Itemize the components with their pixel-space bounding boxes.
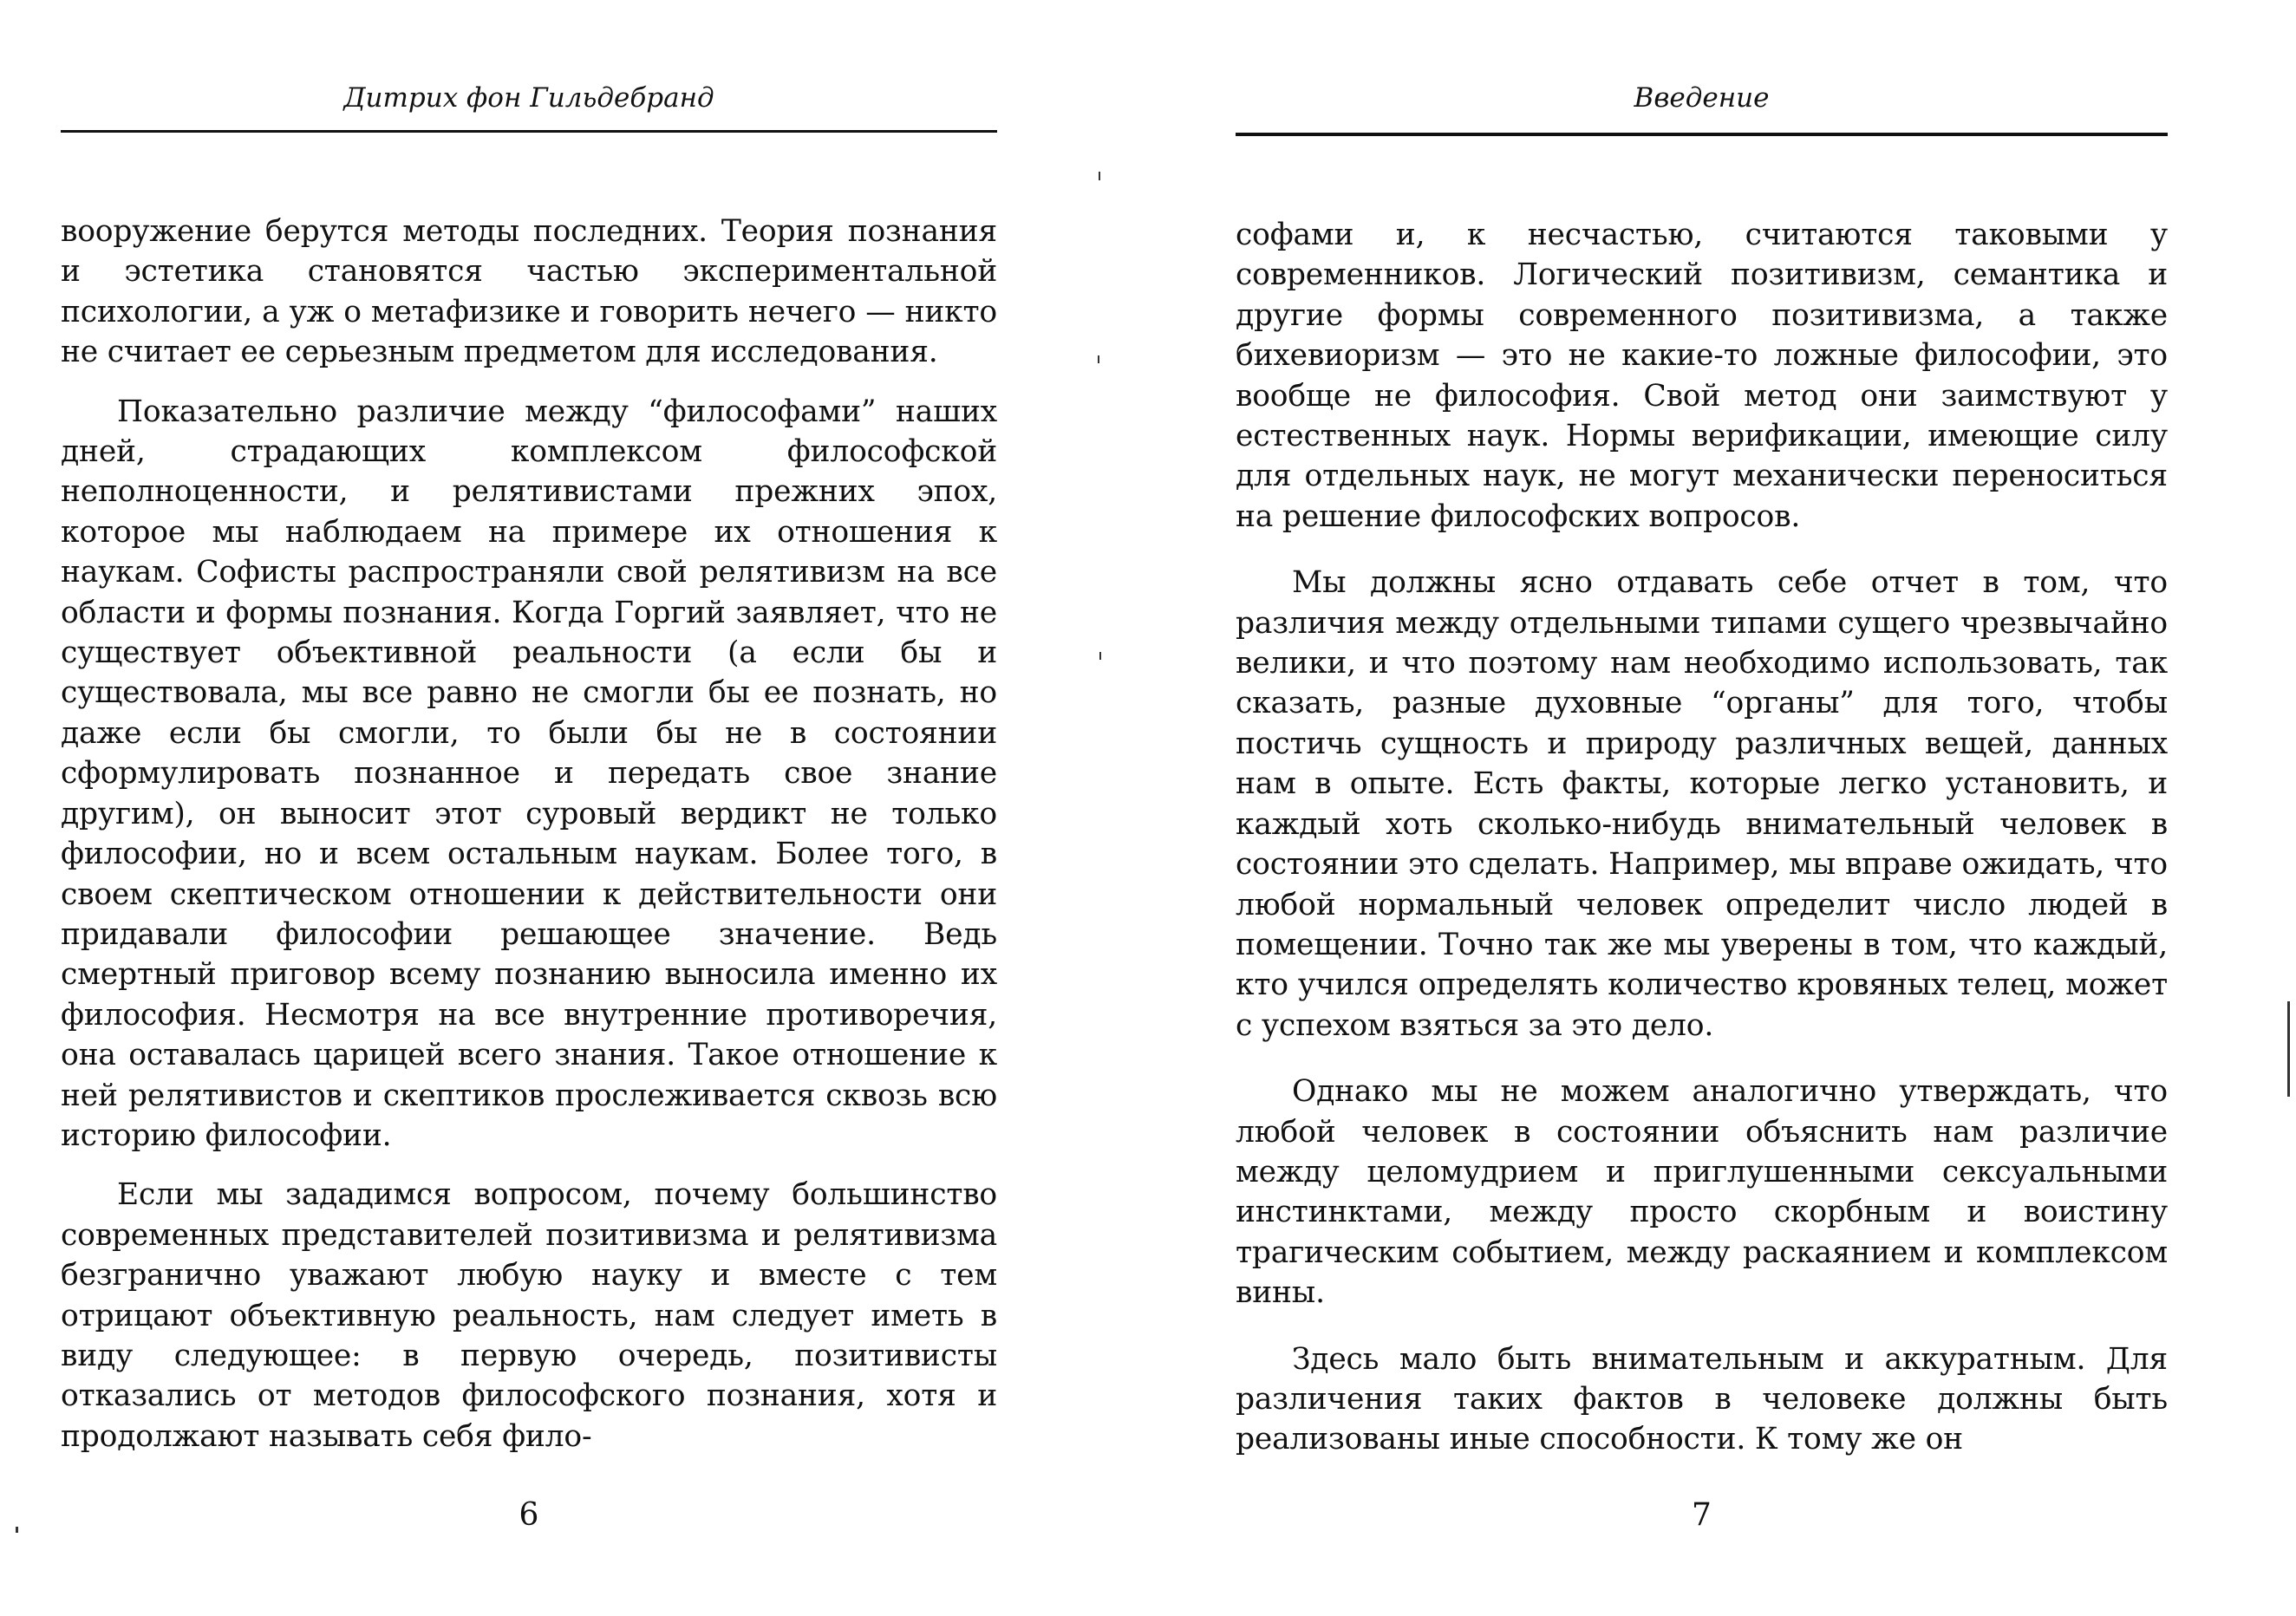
scan-speck <box>1099 652 1101 660</box>
left-page <box>61 0 997 1616</box>
running-head-chapter: Введение <box>1634 82 1770 114</box>
right-page <box>1236 0 2168 1616</box>
header-rule <box>1236 133 2168 136</box>
right-body-text <box>1236 215 2168 1460</box>
page-number: 6 <box>519 1497 539 1533</box>
left-body-text <box>61 212 997 1456</box>
paragraph: софами и, к несчастью, считаются таковыми у современников. Логический позитивизм, семантика и другие формы современного позитивизма, а также бихевиоризм — это не какие-то ложные философии, это вообще не философия. Свой метод они заимствуют у естественных наук. Нормы верификации, имеющие силу для отдельных наук, не могут механически переноситься на решение философских вопросов. <box>1236 218 2168 534</box>
scan-edge-line <box>2287 1001 2290 1097</box>
paragraph: Если мы зададимся вопросом, почему большинство современных представителей позитивизма и релятивизма безгранично уважают любую науку и вместе с тем отрицают объективную реальность, нам следует иметь в виду следующее: в первую очередь, позитивисты отказались от методов философского познания, хотя и продолжают называть себя фило- <box>61 1177 997 1454</box>
paragraph: Мы должны ясно отдавать себе отчет в том, что различия между отдельными типами сущего чрезвычайно велики, и что поэтому нам необходимо использовать, так сказать, разные духовные “органы” для того, чтобы постичь сущность и природу различных вещей, данных нам в опыте. Есть факты, которые легко установить, и каждый хоть сколько-нибудь внимательный человек в состоянии это сделать. Например, мы вправе ожидать, что любой нормальный человек определит число людей в помещении. Точно так же мы уверены в том, что каждый, кто учился определять количество кровяных телец, может с успехом взяться за это дело. <box>1236 565 2168 1043</box>
scan-speck <box>16 1527 18 1533</box>
page-number: 7 <box>1692 1497 1712 1533</box>
paragraph: Здесь мало быть внимательным и аккуратным. Для различения таких фактов в человеке должны быть реализованы иные способности. К тому же он <box>1236 1341 2168 1457</box>
running-head-author: Дитрих фон Гильдебранд <box>343 82 714 114</box>
scan-speck <box>1098 355 1099 363</box>
paragraph: Однако мы не можем аналогично утверждать, что любой человек в состоянии объяснить нам различие между целомудрием и приглушенными сексуальными инстинктами, между просто скорбным и воистину трагическим событием, между раскаянием и комплексом вины. <box>1236 1074 2168 1311</box>
paragraph: Показательно различие между “философами” наших дней, страдающих комплексом философской неполноценности, и релятивистами прежних эпох, которое мы наблюдаем на примере их отношения к наукам. Софисты распространяли свой релятивизм на все области и формы познания. Когда Горгий заявляет, что не существует объективной реальности (а если бы и существовала, мы все равно не смогли бы ее познать, но даже если бы смогли, то были бы не в состоянии сформулировать познанное и передать свое знание другим), он выносит этот суровый вердикт не только философии, но и всем остальным наукам. Более того, в своем скептическом отношении к действительности они придавали философии решающее значение. Ведь смертный приговор всему познанию выносила именно их философия. Несмотря на все внутренние противоречия, она оставалась царицей всего знания. Такое отношение к ней релятивистов и скептиков прослеживается сквозь всю историю философии. <box>61 394 997 1153</box>
header-rule <box>61 130 997 133</box>
paragraph: вооружение берутся методы последних. Теория познания и эстетика становятся частью экспериментальной психологии, а уж о метафизике и говорить нечего — никто не считает ее серьезным предметом для исследования. <box>61 214 997 370</box>
scan-speck <box>1099 172 1100 180</box>
